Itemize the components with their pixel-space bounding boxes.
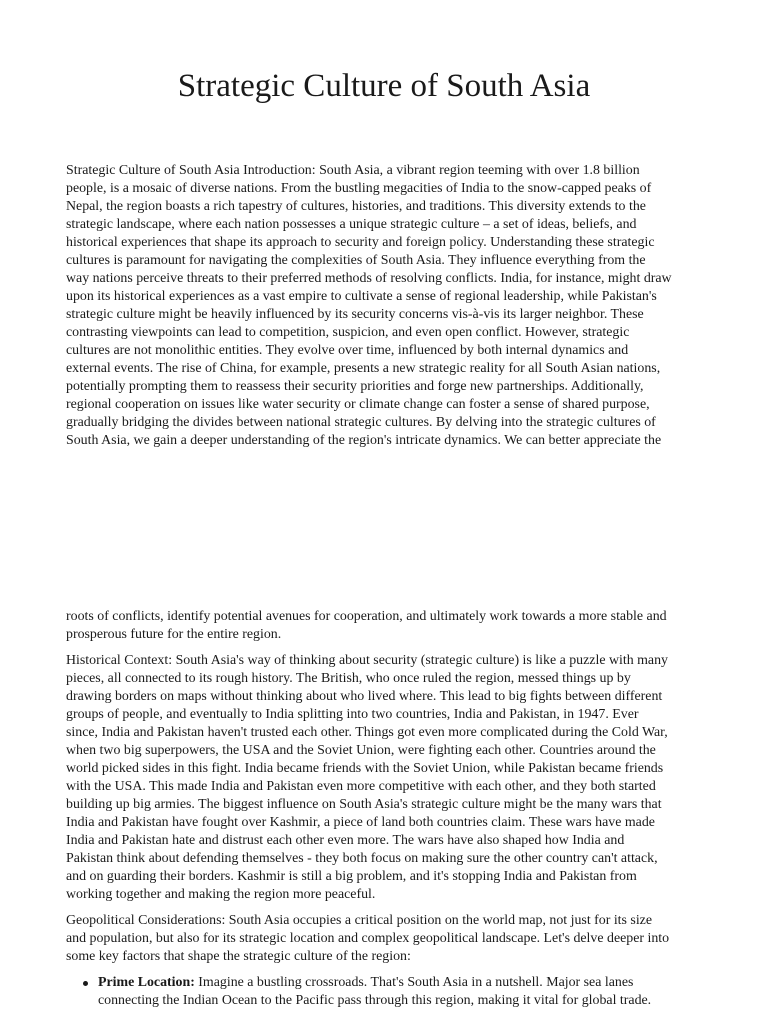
text-line: external events. The rise of China, for example, presents a new strategic reality for all South Asian nations, <box>66 361 661 376</box>
historical-context-paragraph <box>66 652 708 904</box>
text-line: cultures are not monolithic entities. They evolve over time, influenced by both internal dynamics and <box>66 343 629 358</box>
text-line: India and Pakistan have fought over Kashmir, a piece of land both countries claim. These wars have made <box>66 815 655 830</box>
text-line: regional cooperation on issues like water security or climate change can foster a sense of shared purpose, <box>66 397 650 412</box>
text-line: upon its historical experiences as a vast empire to cultivate a sense of regional leadership, while Pakistan's <box>66 289 657 304</box>
text-line: working together and making the region more peaceful. <box>66 887 376 902</box>
text-line: and on guarding their borders. Kashmir is still a big problem, and it's stopping India and Pakistan from <box>66 869 637 884</box>
geopolitical-paragraph <box>66 912 708 966</box>
bullet-icon <box>83 981 88 986</box>
text-line: prosperous future for the entire region. <box>66 627 282 642</box>
text-line: cultures is paramount for navigating the complexities of South Asia. They influence everything from the <box>66 253 646 268</box>
body-content <box>66 608 708 1010</box>
bullet-term: Prime Location: <box>98 975 195 990</box>
text-line: roots of conflicts, identify potential avenues for cooperation, and ultimately work towards a more stable and <box>66 609 667 624</box>
text-line: drawing borders on maps without thinking about who lived where. This lead to big fights between different <box>66 689 663 704</box>
text-line: way nations perceive threats to their preferred methods of resolving conflicts. India, for instance, might draw <box>66 271 672 286</box>
list-item <box>66 974 708 1010</box>
text-line: gradually bridging the divides between national strategic cultures. By delving into the strategic cultures of <box>66 415 656 430</box>
text-line: pieces, all connected to its rough history. The British, who once ruled the region, messed things up by <box>66 671 631 686</box>
document-title: Strategic Culture of South Asia <box>177 68 591 104</box>
text-line: Historical Context: South Asia's way of thinking about security (strategic culture) is like a puzzle with many <box>66 653 668 668</box>
text-line: groups of people, and eventually to India splitting into two countries, India and Pakistan, in 1947. Ever <box>66 707 639 722</box>
text-line: strategic landscape, where each nation possesses a unique strategic culture – a set of ideas, beliefs, and <box>66 217 637 232</box>
text-line: some key factors that shape the strategic culture of the region: <box>66 949 411 964</box>
text-line: with the USA. This made India and Pakistan even more competitive with each other, and they both started <box>66 779 656 794</box>
text-line: potentially prompting them to reassess their security priorities and forge new partnerships. Additionally, <box>66 379 644 394</box>
text-line: South Asia, we gain a deeper understanding of the region's intricate dynamics. We can better appreciate the <box>66 433 662 448</box>
intro-paragraph <box>66 162 708 450</box>
text-line: since, India and Pakistan haven't trusted each other. Things got even more complicated during the Cold War, <box>66 725 668 740</box>
text-line: Nepal, the region boasts a rich tapestry of cultures, histories, and traditions. This diversity extends to the <box>66 199 646 214</box>
text-line: India and Pakistan hate and distrust each other even more. The wars have also shaped how India and <box>66 833 625 848</box>
text-line: Pakistan think about defending themselves - they both focus on making sure the other country can't attack, <box>66 851 658 866</box>
text-line: historical experiences that shape its approach to security and foreign policy. Understanding these strategic <box>66 235 655 250</box>
text-line: Geopolitical Considerations: South Asia occupies a critical position on the world map, not just for its size <box>66 913 653 928</box>
text-line: contrasting viewpoints can lead to competition, suspicion, and even open conflict. However, strategic <box>66 325 630 340</box>
bullet-line: Imagine a bustling crossroads. That's South Asia in a nutshell. Major sea lanes <box>194 975 634 990</box>
text-line: world picked sides in this fight. India became friends with the Soviet Union, while Pakistan became friends <box>66 761 664 776</box>
text-line: people, is a mosaic of diverse nations. From the bustling megacities of India to the snow-capped peaks of <box>66 181 652 196</box>
intro-paragraph-continued <box>66 608 708 644</box>
text-line: and population, but also for its strategic location and complex geopolitical landscape. Let's delve deeper into <box>66 931 670 946</box>
geopolitical-factors-list <box>66 974 708 1010</box>
text-line: building up big armies. The biggest influence on South Asia's strategic culture might be the many wars that <box>66 797 662 812</box>
text-line: when two big superpowers, the USA and the Soviet Union, were fighting each other. Countries around the <box>66 743 656 758</box>
text-line: Strategic Culture of South Asia Introduction: South Asia, a vibrant region teeming with over 1.8 billion <box>66 163 640 178</box>
bullet-line: connecting the Indian Ocean to the Pacific pass through this region, making it vital for global trade. <box>98 993 652 1008</box>
text-line: strategic culture might be heavily influenced by its security concerns vis-à-vis its larger neighbor. These <box>66 307 644 322</box>
